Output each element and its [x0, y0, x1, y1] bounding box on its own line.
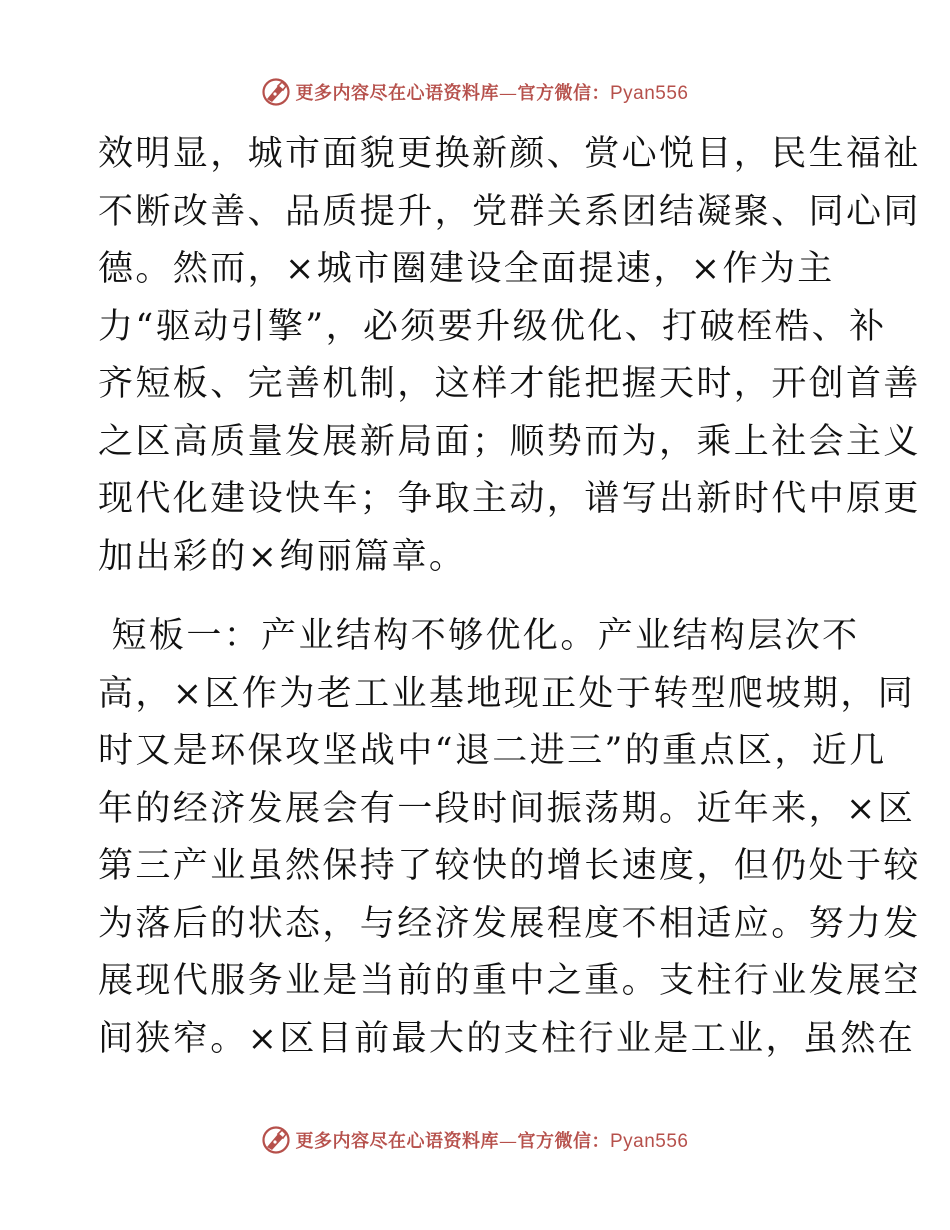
header-wechat-id: Pyan556 [609, 83, 689, 104]
header-banner [0, 72, 950, 112]
text-line: 第三产业虽然保持了较快的增长速度，但仍处于较 [98, 846, 921, 886]
text-line: 不断改善、品质提升，党群关系团结凝聚、同心同 [98, 191, 921, 232]
text-line: 齐短板、完善机制，这样才能把握天时，开创首善 [98, 364, 921, 404]
text-line: 力“驱动引擎”，必须要升级优化、打破桎梏、补 [98, 306, 887, 347]
paragraph-1 [98, 126, 921, 586]
footer-separator: — [498, 1131, 518, 1152]
footer-brand-text: 更多内容尽在心语资料库 [295, 1131, 499, 1152]
text-line: 时又是环保攻坚战中“退二进三”的重点区，近几 [98, 731, 887, 771]
footer-wechat-id: Pyan556 [609, 1131, 689, 1152]
paragraph-2 [98, 608, 921, 1068]
footer-banner [0, 1120, 950, 1160]
pen-nib-logo-icon [261, 77, 291, 107]
footer-official-text: 官方微信： [517, 1131, 610, 1152]
header-official-text: 官方微信： [517, 83, 610, 104]
text-line: 年的经济发展会有一段时间振荡期。近年来，×区 [98, 788, 916, 829]
header-brand-text: 更多内容尽在心语资料库 [295, 83, 499, 104]
text-line: 现代化建设快车；争取主动，谱写出新时代中原更 [98, 479, 921, 519]
pen-nib-logo-icon [261, 1125, 291, 1155]
text-line: 为落后的状态，与经济发展程度不相适应。努力发 [98, 903, 921, 944]
text-line: 展现代服务业是当前的重中之重。支柱行业发展空 [98, 961, 921, 1001]
text-line: 德。然而，×城市圈建设全面提速，×作为主 [98, 249, 835, 289]
header-separator: — [498, 83, 518, 104]
document-body [98, 126, 921, 1068]
text-line: 效明显，城市面貌更换新颜、赏心悦目，民生福祉 [98, 134, 921, 174]
text-line: 之区高质量发展新局面；顺势而为，乘上社会主义 [98, 421, 921, 462]
text-line: 短板一：产业结构不够优化。产业结构层次不 [98, 616, 860, 656]
footer-banner-text [295, 1127, 688, 1153]
text-line: 高，×区作为老工业基地现正处于转型爬坡期，同 [98, 673, 916, 714]
text-line: 间狭窄。×区目前最大的支柱行业是工业，虽然在 [98, 1018, 916, 1059]
header-banner-text [295, 79, 688, 105]
text-line: 加出彩的×绚丽篇章。 [98, 536, 467, 577]
